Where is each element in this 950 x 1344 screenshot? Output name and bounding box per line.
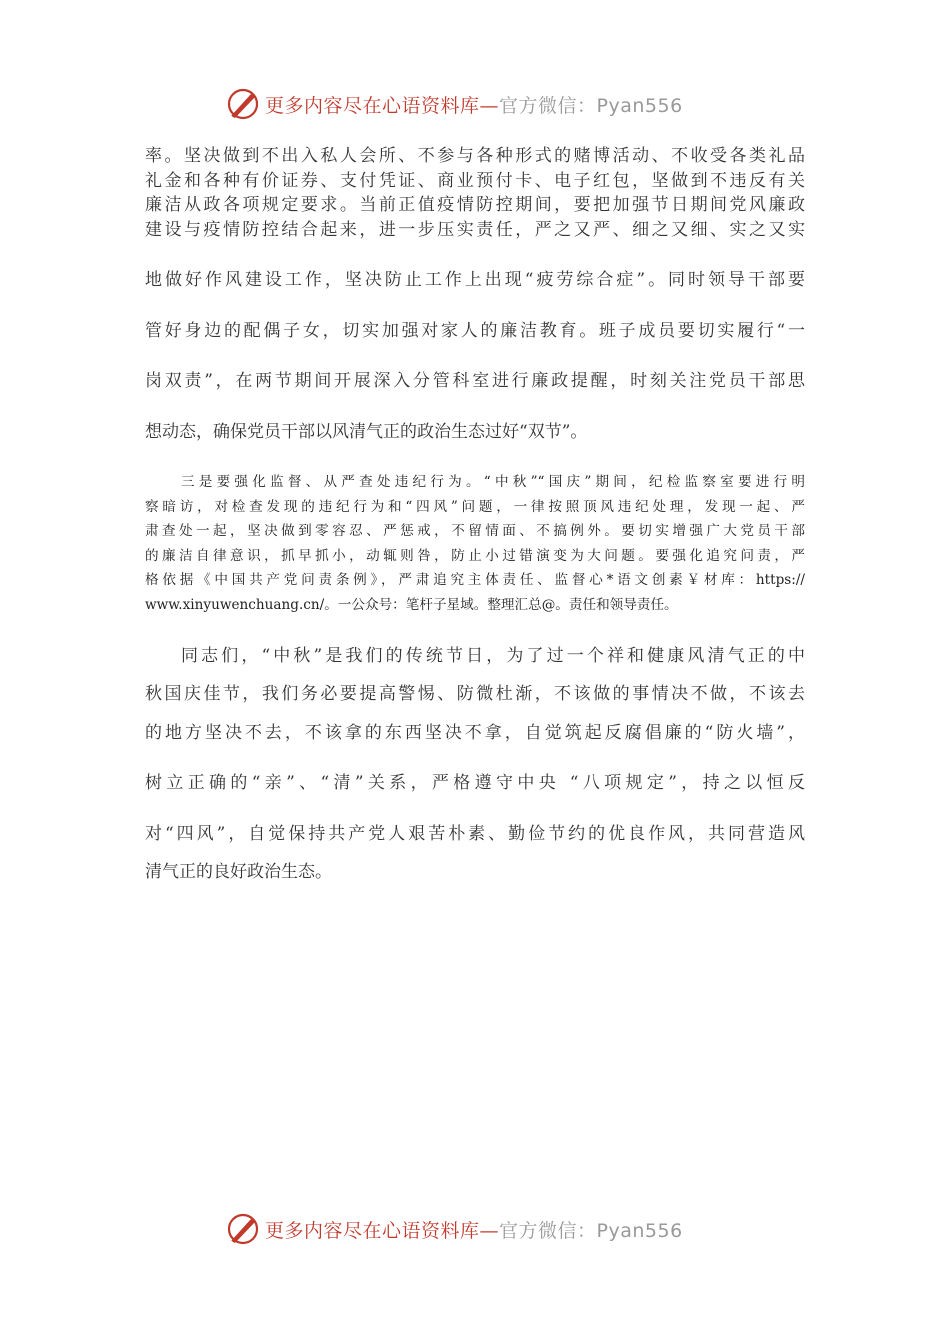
text-line: 肃查处一起，坚决做到零容忍、严惩戒，不留情面、不搞例外。要切实增强广大党员干部 [145,523,805,540]
header-banner-main: 更多内容尽在心语资料库— [265,94,500,117]
text-line: 格依据《中国共产党问责条例》，严肃追究主体责任、监督心*语文创素￥材库：https:// [145,572,805,589]
text-line: 同志们，“中秋”是我们的传统节日，为了过一个祥和健康风清气正的中 [181,645,805,666]
footer-banner-main: 更多内容尽在心语资料库— [265,1219,500,1242]
pen-logo-icon [225,86,261,122]
text-line: 的廉洁自律意识，抓早抓小，动辄则咎，防止小过错演变为大问题。要强化追究问责，严 [145,547,805,564]
footer-banner-text [265,1216,683,1243]
text-line: 岗双责”，在两节期间开展深入分管科室进行廉政提醒，时刻关注党员干部思 [145,371,805,391]
header-banner-text [265,91,683,118]
text-line: www.xinyuwenchuang.cn/。一公众号：笔杆子星域。整理汇总@。责任和领导责任。 [145,596,678,613]
text-line: 廉洁从政各项规定要求。当前正值疫情防控期间，要把加强节日期间党风廉政 [145,195,805,215]
text-line: 树立正确的“亲”、“清”关系，严格遵守中央 “八项规定”，持之以恒反 [145,773,805,794]
document-body [145,144,805,885]
text-line: 对“四风”，自觉保持共产党人艰苦朴素、勤俭节约的优良作风，共同营造风 [145,823,805,844]
text-line: 礼金和各种有价证券、支付凭证、商业预付卡、电子红包，坚做到不违反有关 [145,170,805,191]
text-line: 率。坚决做到不出入私人会所、不参与各种形式的赌博活动、不收受各类礼品 [145,146,805,166]
footer-banner [225,1211,725,1247]
text-line: 想动态，确保党员干部以风清气正的政治生态过好“双节”。 [145,421,588,442]
header-banner [225,86,725,122]
text-line: 建设与疫情防控结合起来，进一步压实责任，严之又严、细之又细、实之又实 [145,219,805,240]
pen-logo-icon [225,1211,261,1247]
header-banner-wechat: 官方微信：Pyan556 [499,94,683,117]
text-line: 秋国庆佳节，我们务必要提高警惕、防微杜渐，不该做的事情决不做，不该去 [145,684,805,705]
text-line: 清气正的良好政治生态。 [145,862,332,883]
text-line: 三是要强化监督、从严查处违纪行为。“中秋”“国庆”期间，纪检监察室要进行明 [181,474,805,490]
text-line: 的地方坚决不去，不该拿的东西坚决不拿，自觉筑起反腐倡廉的“防火墙”， [145,722,805,743]
paragraph-3 [145,644,805,885]
text-line: 地做好作风建设工作，坚决防止工作上出现“疲劳综合症”。同时领导干部要 [145,270,805,290]
text-line: 察暗访，对检查发现的违纪行为和“四风”问题，一律按照顶风违纪处理，发现一起、严 [145,498,805,515]
paragraph-1 [145,144,805,444]
text-line: 管好身边的配偶子女，切实加强对家人的廉洁教育。班子成员要切实履行“一 [145,320,805,341]
paragraph-2 [145,470,805,618]
footer-banner-wechat: 官方微信：Pyan556 [499,1219,683,1242]
